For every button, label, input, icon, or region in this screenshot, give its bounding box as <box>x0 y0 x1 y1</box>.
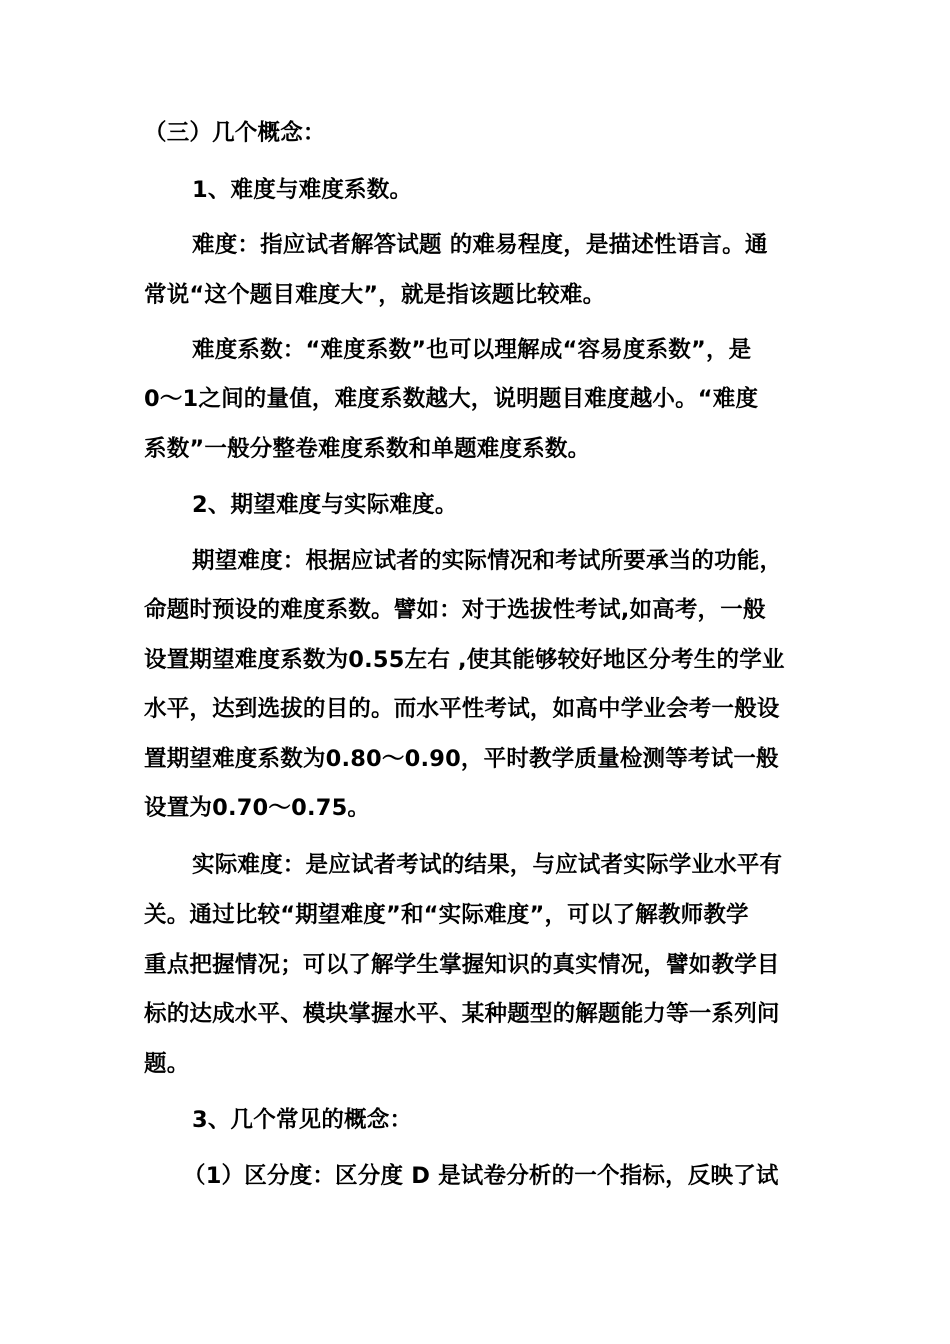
actual-para-line-3: 重点把握情况；可以了解学生掌握知识的真实情况，譬如教学目 <box>144 952 780 978</box>
expected-para-line-6: 设置为0.70～0.75。 <box>144 795 371 821</box>
actual-para-line-1: 实际难度：是应试者考试的结果，与应试者实际学业水平有 <box>192 852 783 878</box>
section-heading: （三）几个概念： <box>144 120 326 146</box>
subsection-title-3: 3、几个常见的概念： <box>192 1107 413 1133</box>
coefficient-para-line-3: 系数”一般分整卷难度系数和单题难度系数。 <box>144 436 591 462</box>
expected-para-line-2: 命题时预设的难度系数。譬如：对于选拔性考试,如高考，一般 <box>144 597 766 623</box>
subsection-title-2: 2、期望难度与实际难度。 <box>192 492 458 518</box>
difficulty-para-line-1: 难度：指应试者解答试题 的难易程度，是描述性语言。通 <box>192 232 768 258</box>
coefficient-para-line-1: 难度系数：“难度系数”也可以理解成“容易度系数”，是 <box>192 337 752 363</box>
difficulty-para-line-2: 常说“这个题目难度大”，就是指该题比较难。 <box>144 282 606 308</box>
actual-para-line-2: 关。通过比较“期望难度”和“实际难度”，可以了解教师教学 <box>144 902 749 928</box>
expected-para-line-3: 设置期望难度系数为0.55左右 ,使其能够较好地区分考生的学业 <box>144 647 785 673</box>
expected-para-line-1: 期望难度：根据应试者的实际情况和考试所要承当的功能， <box>192 548 783 574</box>
expected-para-line-4: 水平，达到选拔的目的。而水平性考试，如高中学业会考一般设 <box>144 696 780 722</box>
actual-para-line-4: 标的达成水平、模块掌握水平、某种题型的解题能力等一系列问 <box>144 1001 780 1027</box>
expected-para-line-5: 置期望难度系数为0.80～0.90，平时教学质量检测等考试一般 <box>144 746 779 772</box>
subsection-title-1: 1、难度与难度系数。 <box>192 177 413 203</box>
actual-para-line-5: 题。 <box>144 1051 190 1077</box>
coefficient-para-line-2: 0～1之间的量值，难度系数越大，说明题目难度越小。“难度 <box>144 386 759 412</box>
discrimination-item-line: （1）区分度：区分度 D 是试卷分析的一个指标，反映了试 <box>183 1163 779 1189</box>
